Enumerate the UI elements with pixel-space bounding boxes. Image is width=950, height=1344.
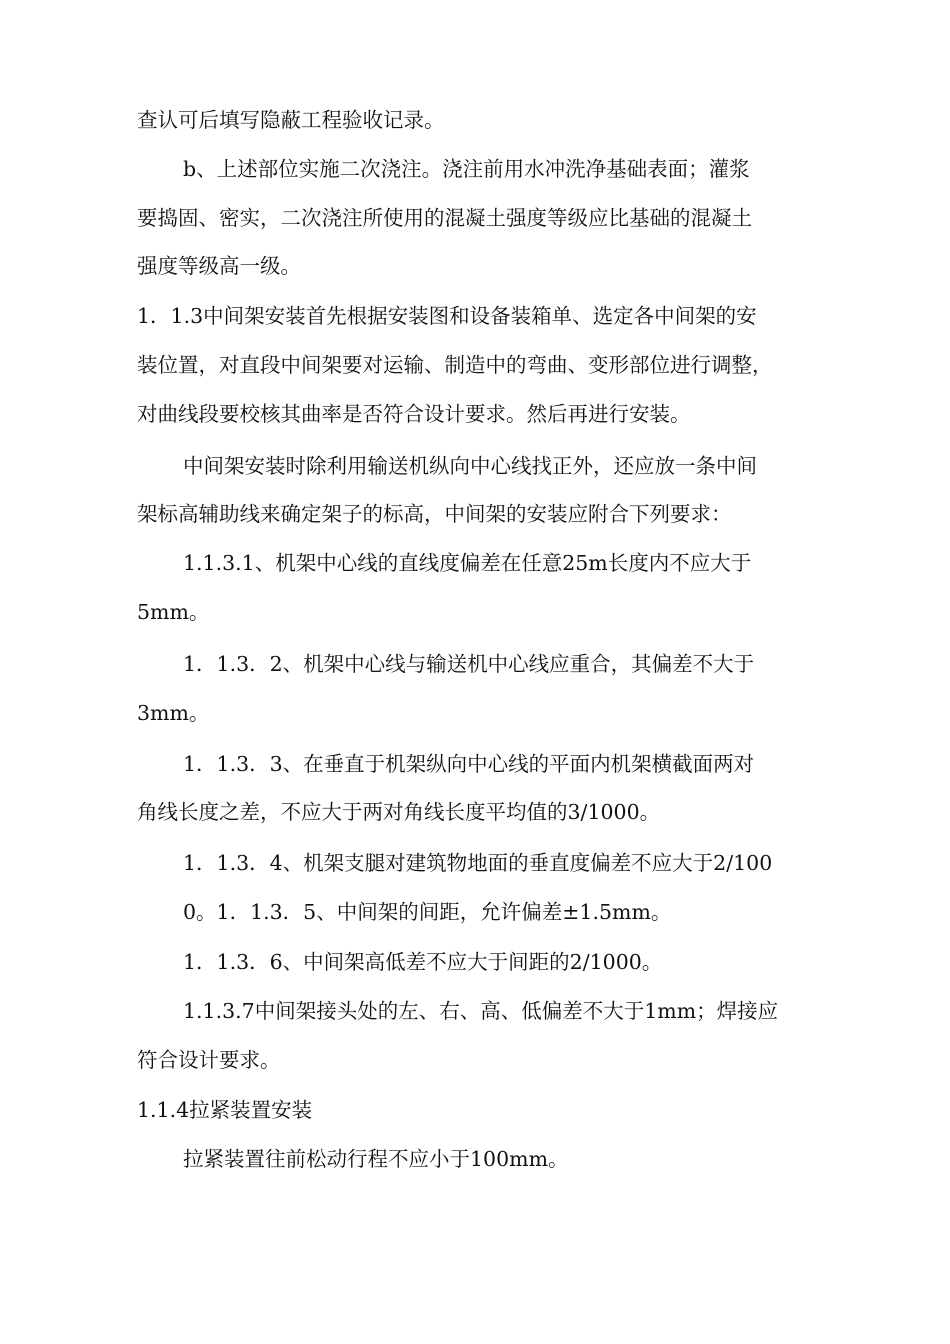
text-line: 符合设计要求。 [137, 1048, 281, 1072]
item-1-1-3-7: 1.1.3.7中间架接头处的左、右、高、低偏差不大于1mm；焊接应 [183, 999, 779, 1023]
text-line: 查认可后填写隐蔽工程验收记录。 [137, 108, 445, 132]
item-1-1-3-5: 0。1．1.3．5、中间架的间距，允许偏差±1.5mm。 [183, 900, 672, 924]
text-line: 角线长度之差，不应大于两对角线长度平均值的3/1000。 [137, 800, 661, 824]
text-line: 要捣固、密实，二次浇注所使用的混凝土强度等级应比基础的混凝土 [137, 206, 752, 230]
item-1-1-3-2: 1．1.3．2、机架中心线与输送机中心线应重合，其偏差不大于 [183, 652, 755, 676]
section-1-1-4-heading: 1.1.4拉紧装置安装 [137, 1098, 313, 1122]
item-1-1-3-6: 1．1.3．6、中间架高低差不应大于间距的2/1000。 [183, 950, 663, 974]
item-1-1-3-3: 1．1.3．3、在垂直于机架纵向中心线的平面内机架横截面两对 [183, 752, 755, 776]
paragraph-b-line: b、上述部位实施二次浇注。浇注前用水冲洗净基础表面；灌浆 [183, 157, 750, 181]
text-line: 3mm。 [137, 701, 210, 725]
text-line: 对曲线段要校核其曲率是否符合设计要求。然后再进行安装。 [137, 402, 691, 426]
text-line: 中间架安装时除利用输送机纵向中心线找正外，还应放一条中间 [183, 454, 757, 478]
item-1-1-3-1: 1.1.3.1、机架中心线的直线度偏差在任意25m长度内不应大于 [183, 551, 752, 575]
text-line: 拉紧装置往前松动行程不应小于100mm。 [183, 1147, 569, 1171]
section-1-1-3-heading: 1．1.3中间架安装首先根据安装图和设备装箱单、选定各中间架的安 [137, 304, 757, 328]
text-line: 架标高辅助线来确定架子的标高，中间架的安装应附合下列要求： [137, 502, 732, 526]
item-1-1-3-4: 1．1.3．4、机架支腿对建筑物地面的垂直度偏差不应大于2/100 [183, 851, 773, 875]
text-line: 装位置，对直段中间架要对运输、制造中的弯曲、变形部位进行调整， [137, 353, 773, 377]
text-line: 5mm。 [137, 600, 210, 624]
text-line: 强度等级高一级。 [137, 254, 301, 278]
